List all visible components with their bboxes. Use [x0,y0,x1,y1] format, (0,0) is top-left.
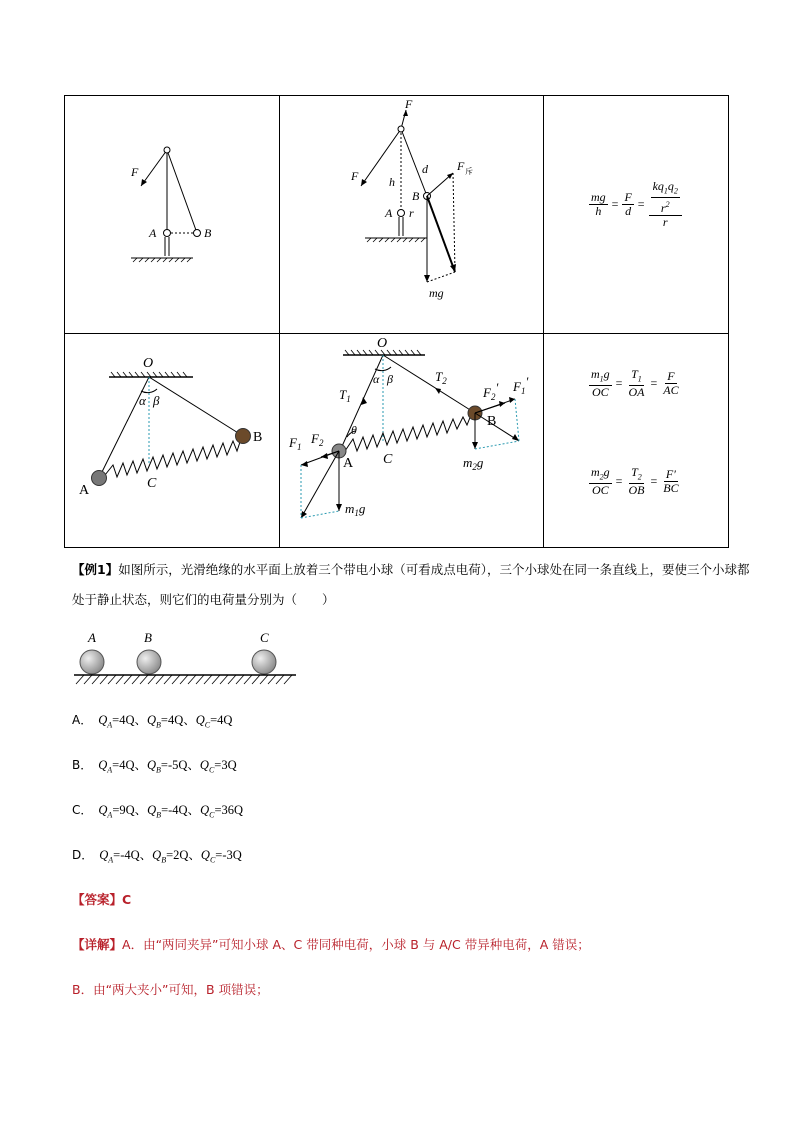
label-mg: mg [429,286,444,300]
figure-pendulum-simple [65,96,279,333]
label-F1: $F_1$ [289,435,302,452]
label-F1-prime: $F_1'$ [513,374,529,396]
option-d[interactable]: D． $Q_A=-4Q$、$Q_B=2Q$、$Q_C=-3Q$ [72,848,242,865]
label-T1: $T_1$ [339,387,351,404]
formula-ball-a: $\frac{m_1g}{OC}$ = $\frac{T_1}{OA}$ = $\frac{F}{AC}$ [591,367,679,400]
label-C: C [383,452,393,467]
question-tag: 【例1】 [72,562,119,577]
label-F-top: F [405,97,413,111]
physics-table [64,95,729,548]
option-c[interactable]: C． $Q_A=9Q$、$Q_B=-4Q$、$Q_C=36Q$ [72,803,244,820]
label-theta: θ [351,423,357,437]
ball-a [80,650,104,674]
figure-pendulum-forces [279,96,543,333]
formula-ball-b: $\frac{m_2g}{OC}$ = $\frac{T_2}{OB}$ = $\frac{F'}{BC}$ [591,465,679,498]
answer-value: C [122,892,132,907]
answer-tag: 【答案】 [72,892,123,907]
detail-line-1 [72,935,590,953]
label-O: O [377,336,388,351]
label-m2g: $m_2g$ [463,455,484,472]
question-body: 如图所示，光滑绝缘的水平面上放着三个带电小球（可看成点电荷），三个小球处在同一条直线上，要使三个小球都处于静止状态，则它们的电荷量分别为（ ） [72,562,750,607]
label-T2: $T_2$ [435,369,447,386]
figure-spring-forces [279,333,543,549]
formula-similar-triangles: $\frac{mg}{h}$ = $\frac{F}{d}$ = $\frac{\frac{kq_1q_2}{r^2}}{r}$ [589,180,682,229]
ball-label-c: C [260,630,269,645]
ball-b [137,650,161,674]
label-F-repulsion: F [457,159,465,173]
table-divider [543,96,544,547]
figure-spring-system [65,333,279,549]
label-A: A [149,226,157,240]
label-F: F [131,165,139,179]
label-B: B [487,414,497,429]
label-h: h [389,175,395,189]
option-b[interactable]: B． $Q_A=4Q$、$Q_B=-5Q$、$Q_C=3Q$ [72,758,237,775]
label-alpha: α [139,393,146,408]
label-m1g: $m_1g$ [345,501,366,518]
label-B: B [412,189,420,203]
question-text [72,555,752,615]
label-F2: $F_2$ [311,431,324,448]
label-A: A [385,206,393,220]
label-A: A [343,456,354,471]
label-r: r [409,206,414,220]
label-C: C [147,476,157,491]
label-B: B [253,430,263,445]
answer-line [72,890,131,908]
label-F2-prime: $F_2'$ [483,380,499,402]
label-O: O [143,356,154,371]
label-d: d [422,162,428,176]
detail-tag: 【详解】 [72,937,123,952]
figure-three-balls [70,624,300,688]
ball-c [252,650,276,674]
ball-label-b: B [144,630,152,645]
label-F-repulsion-sub: 斥 [465,167,473,176]
label-B: B [204,226,212,240]
label-A: A [79,483,90,498]
detail-text-2: B．由“两大夹小”可知，B 项错误； [72,982,269,997]
option-a[interactable]: A． $Q_A=4Q$、$Q_B=4Q$、$Q_C=4Q$ [72,713,233,730]
detail-text-1: A．由“两同夹异”可知小球 A、C 带同种电荷，小球 B 与 A/C 带异种电荷，A 错误； [122,937,590,952]
label-beta: β [153,393,160,408]
ball-label-a: A [88,630,96,645]
label-alpha: α [373,372,380,386]
label-F-left: F [351,169,359,183]
label-beta: β [387,372,393,386]
detail-line-2 [72,980,269,998]
